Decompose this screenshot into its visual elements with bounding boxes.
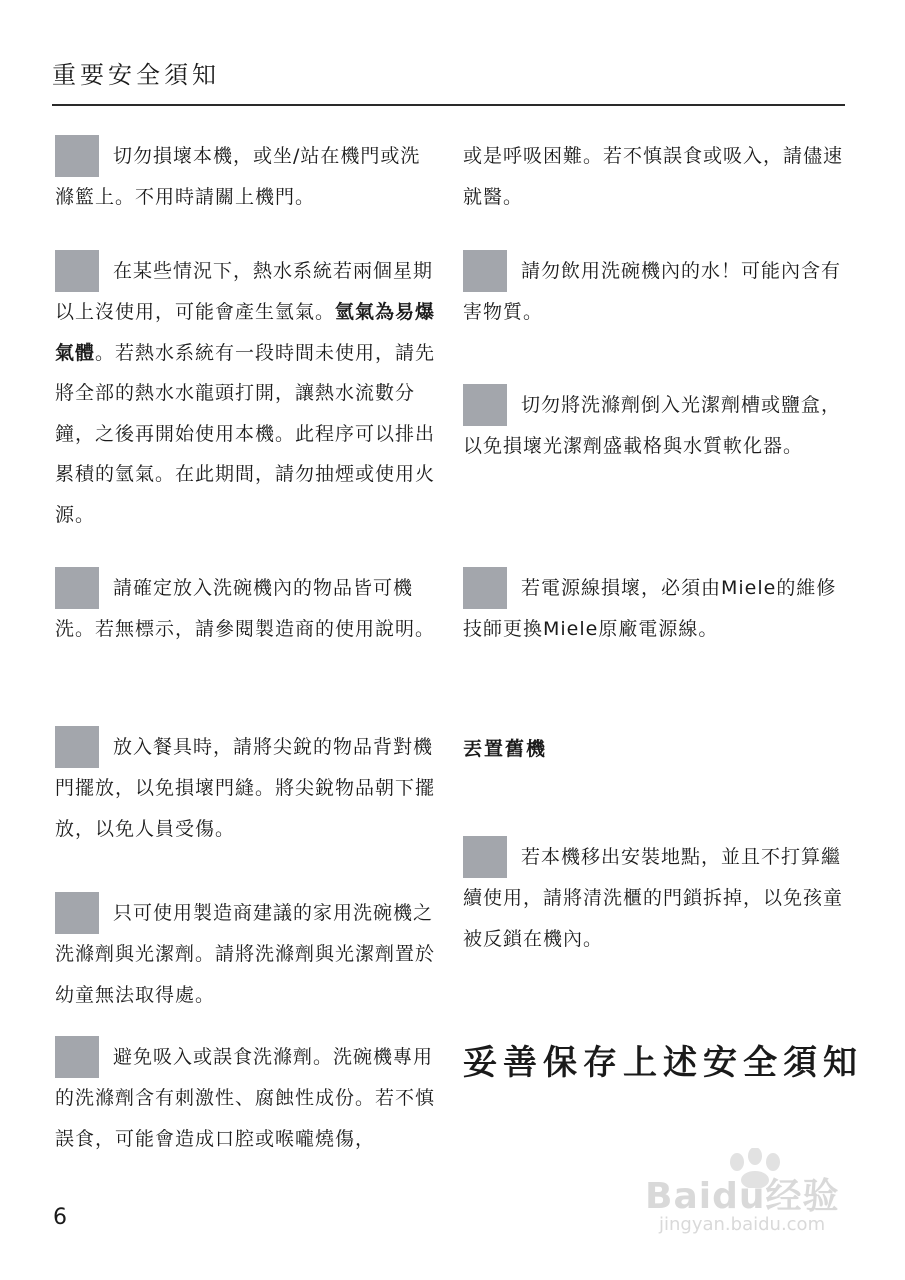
safety-item <box>55 1037 437 1159</box>
watermark <box>645 1148 865 1248</box>
safety-item-text: 切勿損壞本機，或坐/站在機門或洗滌籃上。不用時請關上機門。 <box>55 145 421 208</box>
bullet-marker <box>55 567 99 609</box>
safety-item <box>463 385 843 467</box>
bullet-marker <box>55 726 99 768</box>
safety-item <box>55 251 437 535</box>
safety-item-text: 或是呼吸困難。若不慎誤食或吸入，請儘速就醫。 <box>463 145 844 208</box>
safety-item-text: 切勿將洗滌劑倒入光潔劑槽或鹽盒，以免損壞光潔劑盛載格與水質軟化器。 <box>463 394 842 457</box>
safety-item-text: 若電源線損壞，必須由Miele的維修技師更換Miele原廠電源線。 <box>463 577 837 640</box>
safety-item <box>463 568 843 650</box>
bullet-marker <box>463 836 507 878</box>
safety-item-text: 在某些情況下，熱水系統若兩個星期以上沒使用，可能會產生氫氣。 <box>55 260 434 323</box>
safety-item <box>463 251 843 333</box>
bullet-marker <box>55 892 99 934</box>
safety-item <box>463 837 843 959</box>
bullet-marker <box>463 567 507 609</box>
safety-item-continued <box>463 136 843 217</box>
bullet-marker <box>463 384 507 426</box>
safety-item <box>55 136 437 218</box>
bullet-marker <box>55 250 99 292</box>
watermark-site: jingyan.baidu.com <box>659 1214 826 1235</box>
safety-item-text: 請確定放入洗碗機內的物品皆可機洗。若無標示，請參閱製造商的使用說明。 <box>55 577 436 640</box>
safety-item <box>55 727 437 849</box>
bullet-marker <box>55 1036 99 1078</box>
safety-item-text: 避免吸入或誤食洗滌劑。洗碗機專用的洗滌劑含有刺激性、腐蝕性成份。若不慎誤食，可能會造成口腔或喉嚨燒傷， <box>55 1046 436 1150</box>
disposal-heading: 丟置舊機 <box>463 738 548 760</box>
safety-item-text: 請勿飲用洗碗機內的水！可能內含有害物質。 <box>463 260 842 323</box>
safety-item-text: 放入餐具時，請將尖銳的物品背對機門擺放，以免損壞門縫。將尖銳物品朝下擺放，以免人員受傷。 <box>55 736 436 840</box>
closing-heading: 妥善保存上述安全須知 <box>463 1043 863 1083</box>
emphasis-text: 氫氣為易爆氣體 <box>55 301 436 364</box>
bullet-marker <box>55 135 99 177</box>
bullet-marker <box>463 250 507 292</box>
page-header <box>52 58 845 106</box>
watermark-brand: Baidu经验 <box>645 1176 840 1217</box>
safety-item-text: 。若熱水系統有一段時間未使用，請先將全部的熱水水龍頭打開，讓熱水流數分鐘，之後再開始使用本機。此程序可以排出累積的氫氣。在此期間，請勿抽煙或使用火源。 <box>55 341 436 526</box>
safety-item <box>55 893 437 1015</box>
safety-item-text: 若本機移出安裝地點，並且不打算繼續使用，請將清洗櫃的門鎖拆掉，以免孩童被反鎖在機內。 <box>463 846 844 950</box>
page-number: 6 <box>53 1205 67 1230</box>
safety-item <box>55 568 437 650</box>
page-title: 重要安全須知 <box>52 61 220 89</box>
safety-item-text: 只可使用製造商建議的家用洗碗機之洗滌劑與光潔劑。請將洗滌劑與光潔劑置於幼童無法取得處。 <box>55 902 436 1006</box>
